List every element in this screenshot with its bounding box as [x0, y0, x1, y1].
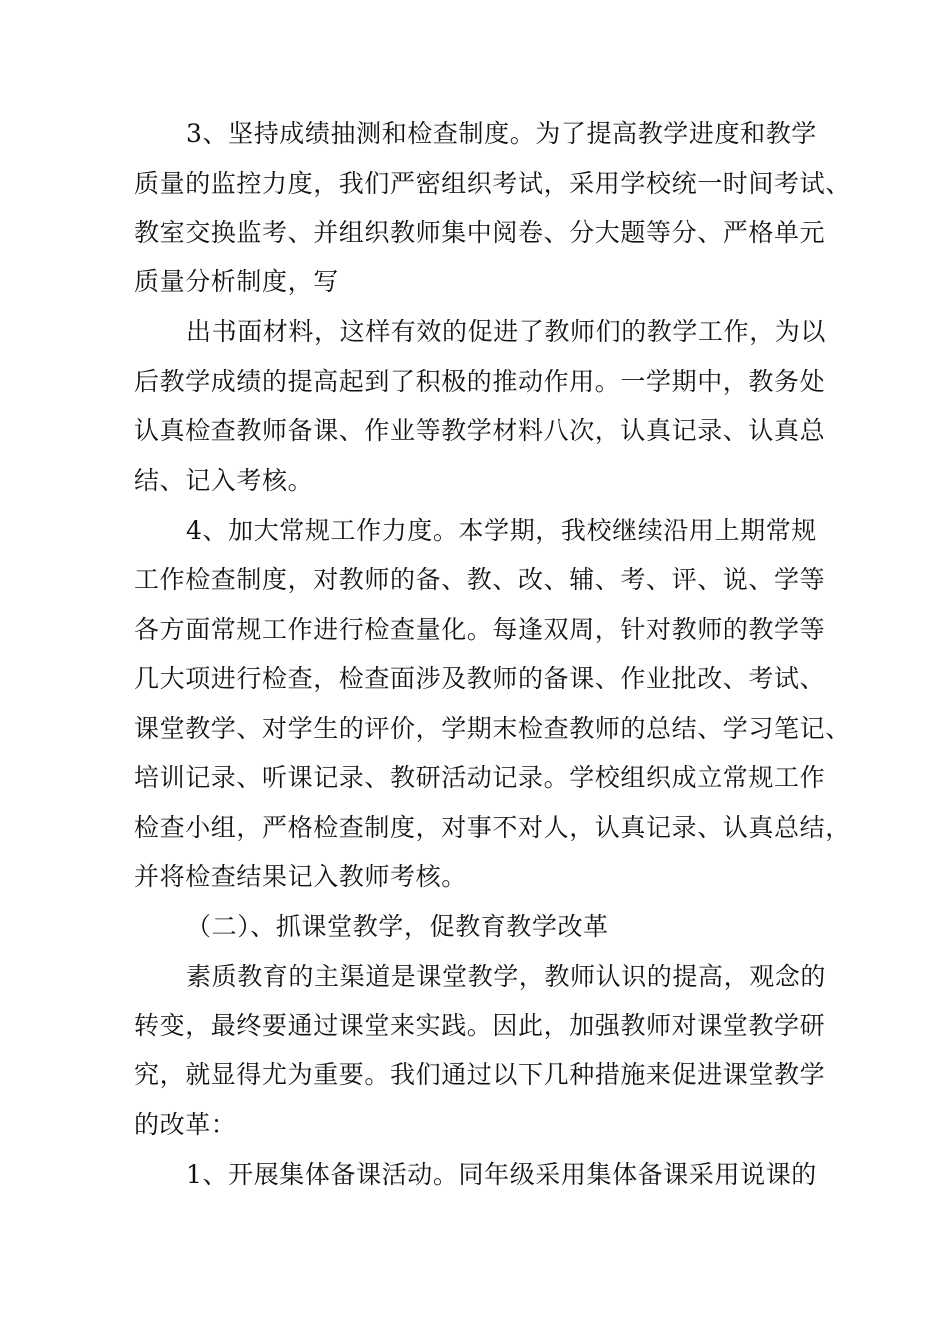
section-heading: （二）、抓课堂教学，促教育教学改革 — [186, 912, 609, 941]
text-line: 检查小组，严格检查制度，对事不对人，认真记录、认真总结， — [134, 813, 851, 842]
text-line: 的改革： — [134, 1110, 237, 1139]
text-line: 转变，最终要通过课堂来实践。因此，加强教师对课堂教学研 — [134, 1011, 826, 1040]
text-line: 3、坚持成绩抽测和检查制度。为了提高教学进度和教学 — [186, 119, 817, 148]
text-line: 课堂教学、对学生的评价，学期末检查教师的总结、学习笔记、 — [134, 714, 851, 743]
text-line: 培训记录、听课记录、教研活动记录。学校组织成立常规工作 — [134, 763, 826, 792]
text-line: 结、记入考核。 — [134, 466, 314, 495]
text-line: 各方面常规工作进行检查量化。每逢双周，针对教师的教学等 — [134, 615, 826, 644]
text-line: 教室交换监考、并组织教师集中阅卷、分大题等分、严格单元 — [134, 218, 826, 247]
text-line: 并将检查结果记入教师考核。 — [134, 862, 467, 891]
text-line: 后教学成绩的提高起到了积极的推动作用。一学期中，教务处 — [134, 367, 826, 396]
text-line: 究，就显得尤为重要。我们通过以下几种措施来促进课堂教学 — [134, 1060, 826, 1089]
text-line: 几大项进行检查，检查面涉及教师的备课、作业批改、考试、 — [134, 664, 826, 693]
text-line: 4、加大常规工作力度。本学期，我校继续沿用上期常规 — [186, 516, 817, 545]
text-line: 质量的监控力度，我们严密组织考试，采用学校统一时间考试、 — [134, 169, 851, 198]
text-line: 1、开展集体备课活动。同年级采用集体备课采用说课的 — [186, 1160, 817, 1189]
text-line: 出书面材料，这样有效的促进了教师们的教学工作，为以 — [186, 317, 827, 346]
text-line: 认真检查教师备课、作业等教学材料八次，认真记录、认真总 — [134, 416, 826, 445]
text-line: 素质教育的主渠道是课堂教学，教师认识的提高，观念的 — [186, 962, 827, 991]
text-line: 工作检查制度，对教师的备、教、改、辅、考、评、说、学等 — [134, 565, 826, 594]
text-line: 质量分析制度，写 — [134, 267, 339, 296]
